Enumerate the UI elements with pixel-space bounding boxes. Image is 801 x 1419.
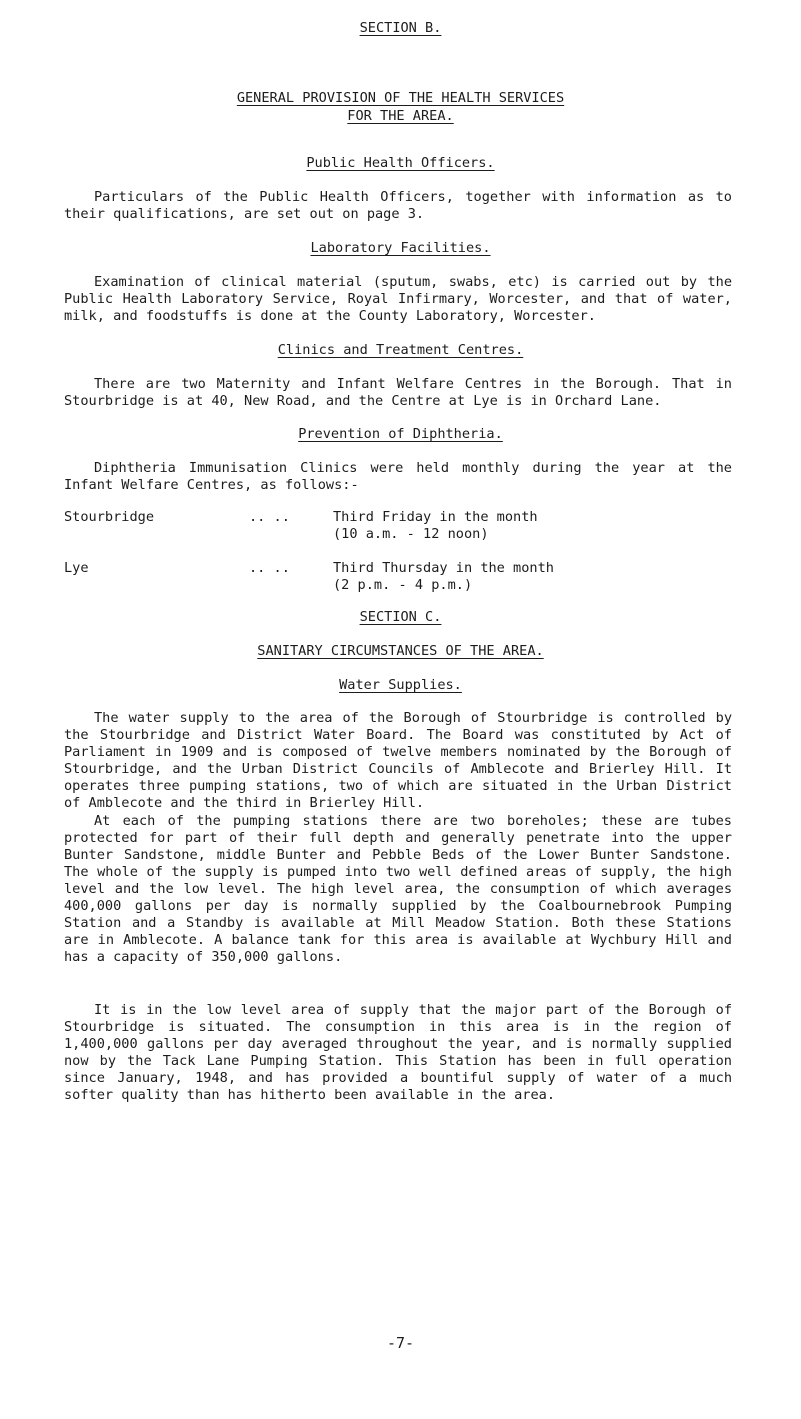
schedule-dots-lye: .. .. xyxy=(249,560,290,576)
water-paragraph-2: At each of the pumping stations there are two boreholes; these are tubes protected for part of their full depth and generally penetrate into the upper Bunter Sandstone, middle Bunter and Pebble Beds of the Lower Bunter Sandstone. The whole of the supply is pumped into two well defined areas of supply, the high level and the low level. The high level area, the consumption of which averages 400,000 gallons per day is normally supplied by the Coalbournebrook Pumping Station and a Standby is available at Mill Meadow Station. Both these Stations are in Amblecote. A balance tank for this area is available at Wychbury Hill and has a capacity of 350,000 gallons. xyxy=(64,813,732,965)
schedule-day-stourbridge: Third Friday in the month xyxy=(333,509,538,525)
diphtheria-text: Diphtheria Immunisation Clinics were held monthly during the year at the Infant Welfare Centres, as follows:- xyxy=(64,460,732,493)
public-health-officers-text: Particulars of the Public Health Officers, together with information as to their qualifications, are set out on page 3. xyxy=(64,189,732,222)
water-paragraph-3: It is in the low level area of supply that the major part of the Borough of Stourbridge is situated. The consumption in this area is in the region of 1,400,000 gallons per day averaged throughout the year, and is normally supplied now by the Tack Lane Pumping Station. This Station has been in full operation since January, 1948, and has provided a bountiful supply of water of a much softer quality than has hitherto been available in the area. xyxy=(64,1002,732,1103)
schedule-time-lye: (2 p.m. - 4 p.m.) xyxy=(333,577,473,593)
section-b-subtitle-line2: FOR THE AREA. xyxy=(347,108,454,124)
page-number: -7- xyxy=(386,1334,415,1352)
section-c-subtitle: SANITARY CIRCUMSTANCES OF THE AREA. xyxy=(257,643,544,659)
clinics-heading: Clinics and Treatment Centres. xyxy=(277,342,524,358)
schedule-day-lye: Third Thursday in the month xyxy=(333,560,554,576)
diphtheria-heading: Prevention of Diphtheria. xyxy=(298,426,503,442)
section-c-title: SECTION C. xyxy=(359,609,442,625)
section-b-subtitle-line1: GENERAL PROVISION OF THE HEALTH SERVICES xyxy=(236,90,565,106)
laboratory-heading: Laboratory Facilities. xyxy=(310,240,491,256)
clinics-text: There are two Maternity and Infant Welfare Centres in the Borough. That in Stourbridge is at 40, New Road, and the Centre at Lye is in Orchard Lane. xyxy=(64,376,732,409)
section-b-title: SECTION B. xyxy=(359,20,442,36)
laboratory-text: Examination of clinical material (sputum, swabs, etc) is carried out by the Public Health Laboratory Service, Royal Infirmary, Worcester, and that of water, milk, and foodstuffs is done at the County Laboratory, Worcester. xyxy=(64,274,732,324)
public-health-officers-heading: Public Health Officers. xyxy=(306,155,495,171)
schedule-time-stourbridge: (10 a.m. - 12 noon) xyxy=(333,526,489,542)
schedule-place-stourbridge: Stourbridge xyxy=(64,509,155,525)
schedule-place-lye: Lye xyxy=(64,560,89,576)
water-paragraph-1: The water supply to the area of the Borough of Stourbridge is controlled by the Stourbridge and District Water Board. The Board was constituted by Act of Parliament in 1909 and is composed of twelve members nominated by the Borough of Stourbridge, and the Urban District Councils of Amblecote and Brierley Hill. It operates three pumping stations, two of which are situated in the Urban District of Amblecote and the third in Brierley Hill. xyxy=(64,710,732,811)
water-supplies-heading: Water Supplies. xyxy=(339,677,462,693)
schedule-dots-stourbridge: .. .. xyxy=(249,509,290,525)
